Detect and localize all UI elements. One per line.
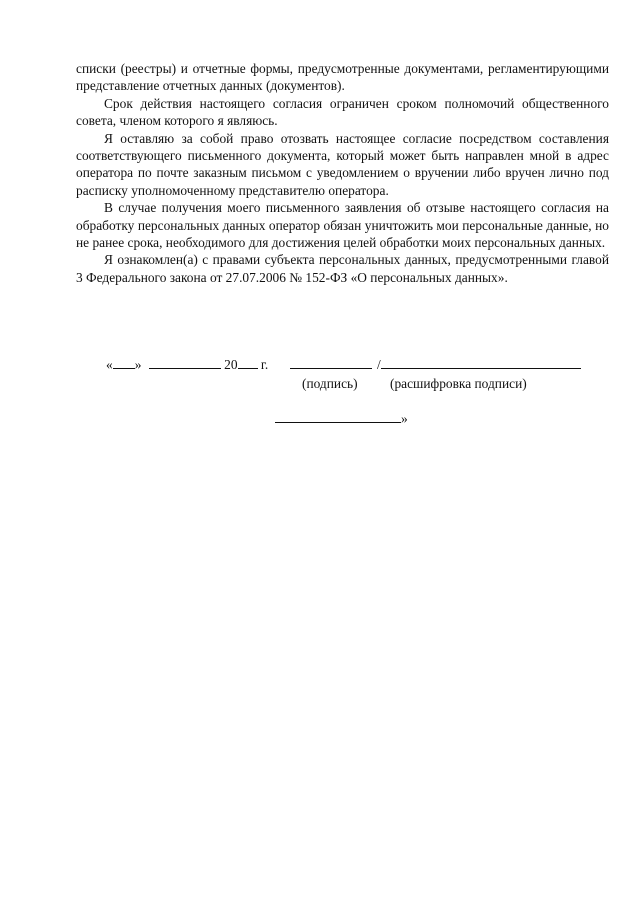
year-prefix: 20	[224, 357, 238, 372]
decoding-blank	[381, 355, 581, 369]
signature-caption: (подпись)	[302, 376, 358, 391]
paragraph-consent-list: списки (реестры) и отчетные формы, предусмотренные документами, регламентирующими представление отчетных данных (документов).	[76, 61, 609, 94]
year-blank	[238, 355, 258, 369]
signature-row	[106, 355, 581, 373]
bottom-blank	[275, 409, 401, 423]
paragraph-acknowledgement: Я ознакомлен(а) с правами субъекта персональных данных, предусмотренными главой 3 Федерального закона от 27.07.2006 № 152-ФЗ «О персональных данных».	[76, 252, 609, 285]
signature-blank	[290, 355, 372, 369]
paragraph-revocation-right: Я оставляю за собой право отозвать настоящее согласие посредством составления соответствующего письменного документа, который может быть направлен мной в адрес оператора по почте заказным письмом с уведомлением о вручении либо вручен лично под расписку уполномоченному представителю оператора.	[76, 130, 609, 198]
year-suffix: г.	[260, 357, 269, 372]
paragraph-consent-term: Срок действия настоящего согласия ограничен сроком полномочий общественного совета, членом которого я являюсь.	[76, 95, 609, 129]
day-blank	[113, 355, 135, 369]
signature-slash: /	[376, 357, 381, 372]
bottom-signature-row	[275, 409, 408, 427]
month-blank	[149, 355, 221, 369]
date-open-quote: «	[106, 357, 113, 372]
date-close-quote: »	[134, 357, 142, 372]
decoding-caption: (расшифровка подписи)	[390, 376, 527, 391]
bottom-close-quote: »	[401, 411, 408, 426]
paragraph-data-destruction: В случае получения моего письменного заявления об отзыве настоящего согласия на обработку персональных данных оператор обязан уничтожить мои персональные данные, но не ранее срока, необходимого для достижения целей обработки моих персональных данных.	[76, 200, 609, 251]
